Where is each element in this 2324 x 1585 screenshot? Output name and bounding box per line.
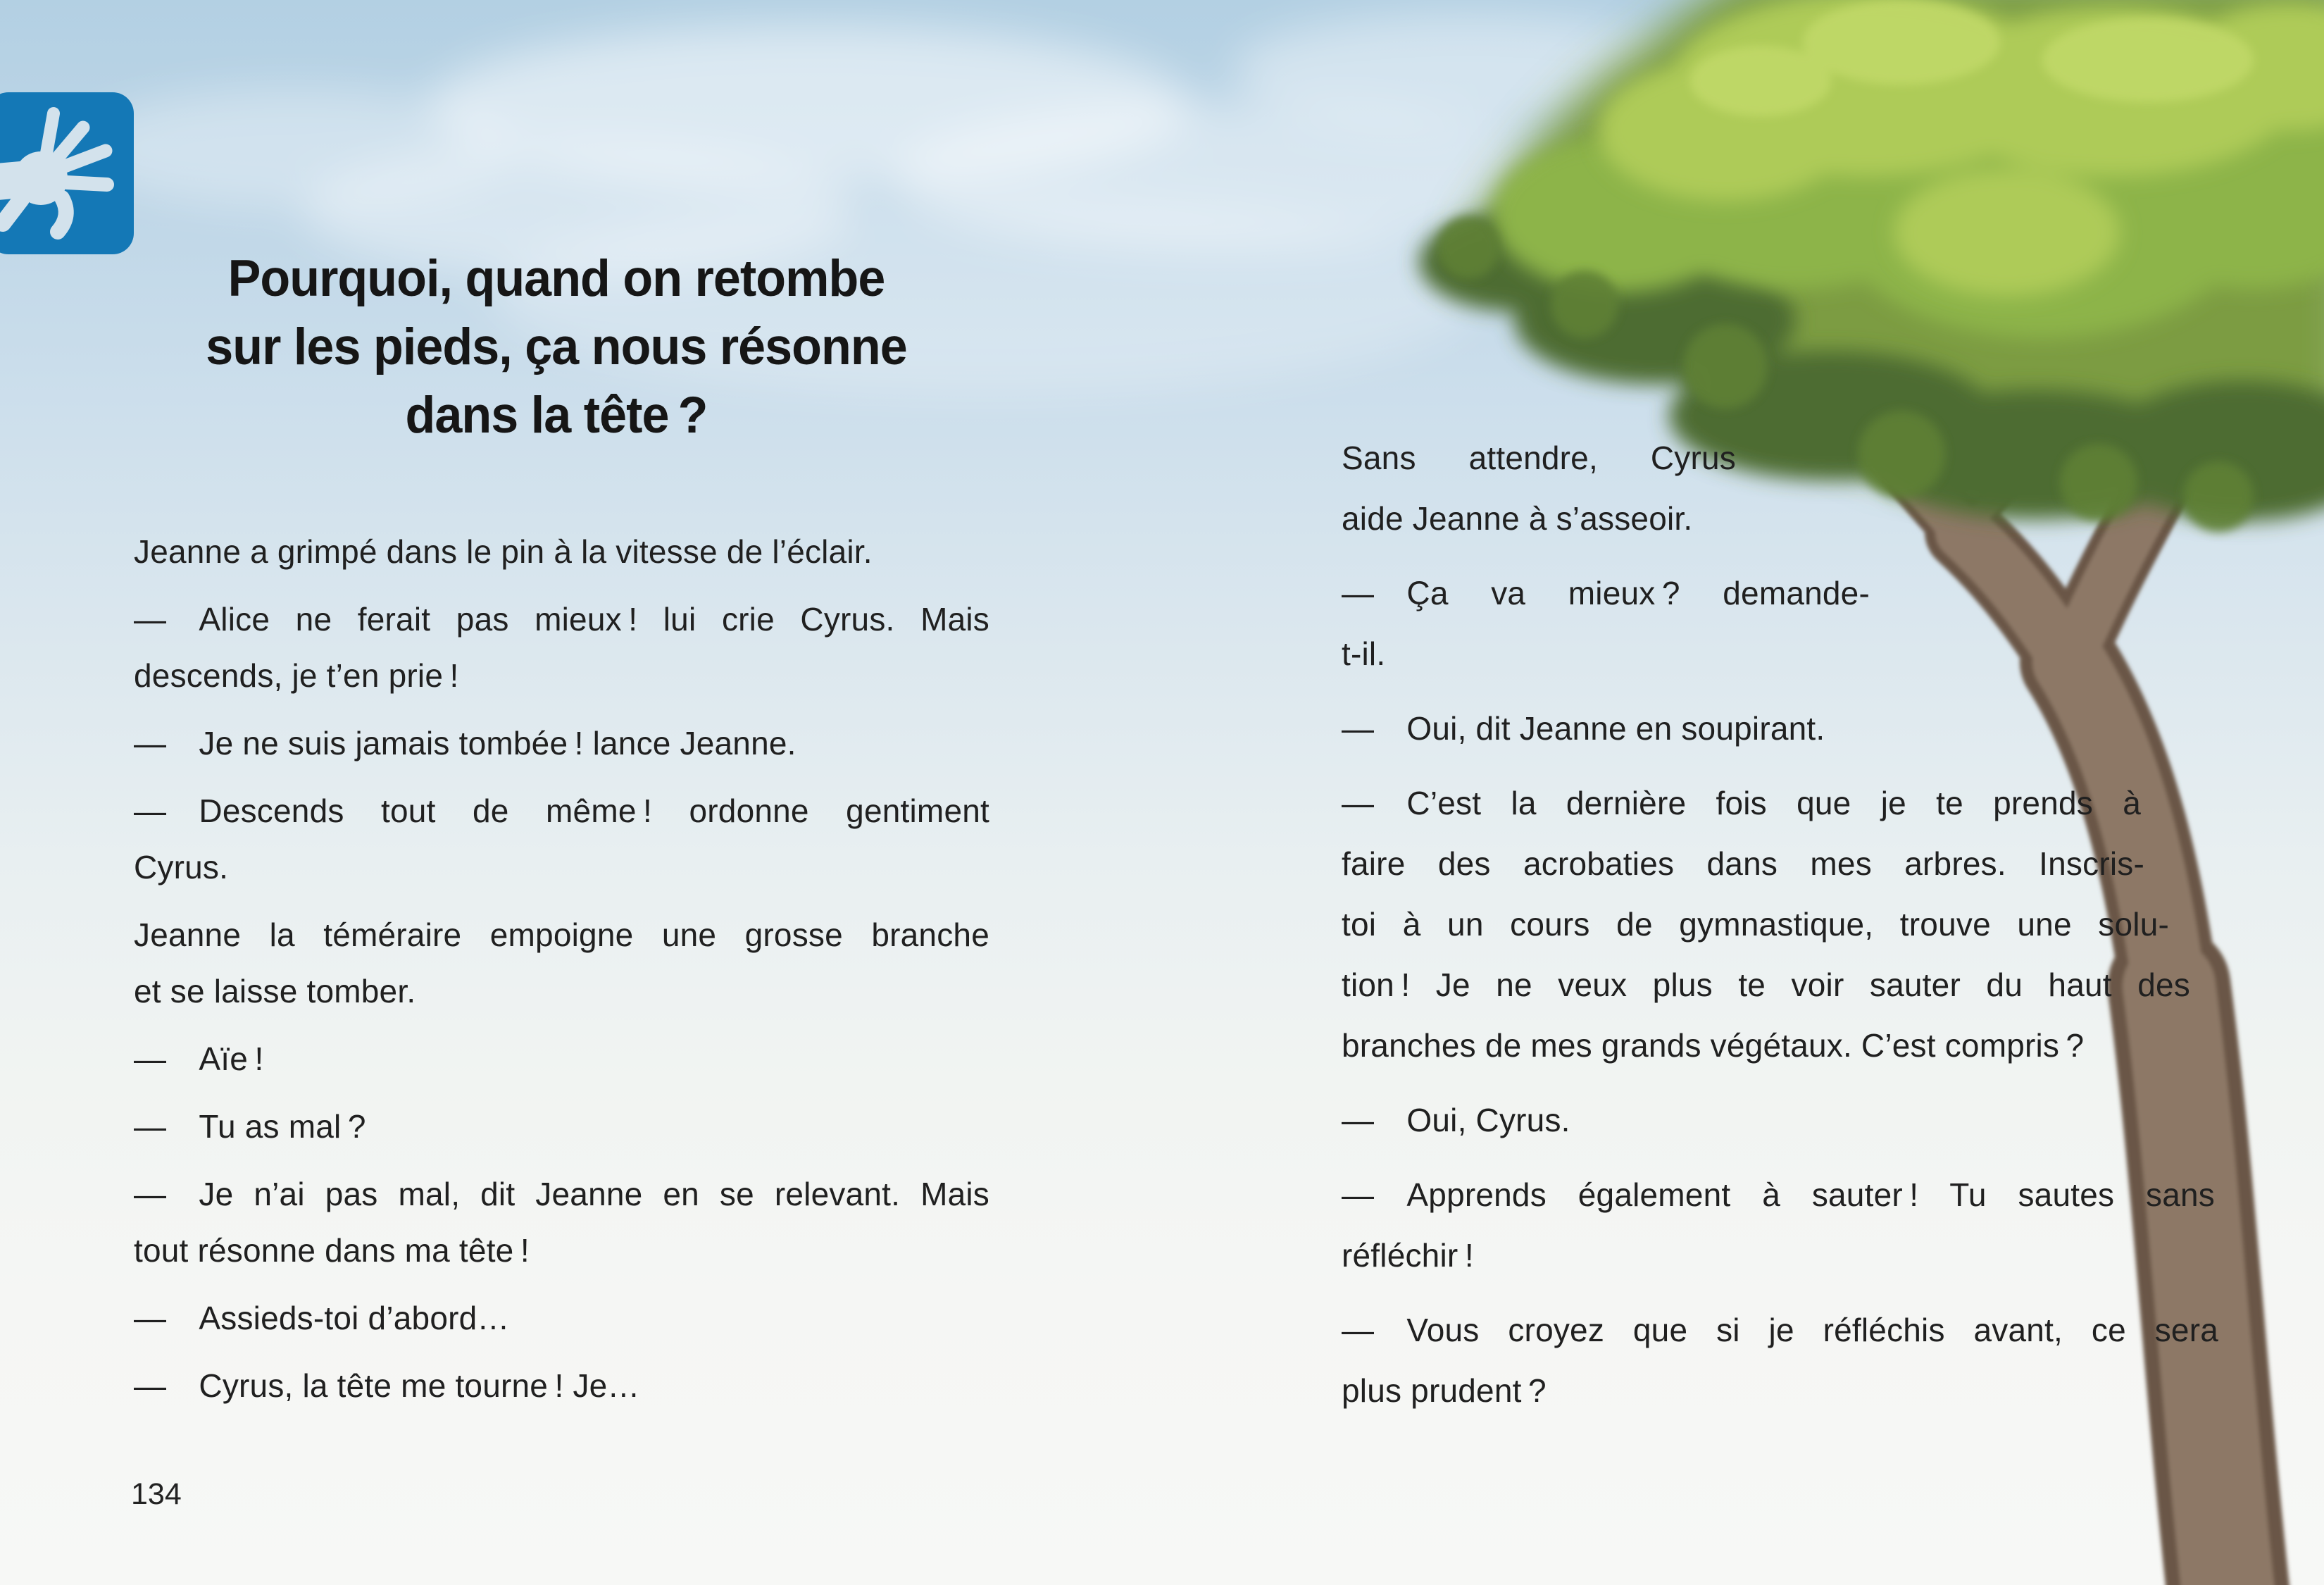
paragraph <box>134 715 1021 771</box>
chapter-title-line: dans la tête ? <box>405 387 708 444</box>
paragraph <box>134 1357 1021 1414</box>
text-line: — Aïe ! <box>134 1040 264 1077</box>
paragraph <box>134 1166 1021 1279</box>
paragraph <box>134 783 1021 895</box>
chapter-title <box>85 244 1028 449</box>
paragraph <box>1342 1090 2236 1150</box>
text-line: branches de mes grands végétaux. C’est compris ? <box>1342 1027 2085 1064</box>
text-line: t-il. <box>1342 635 1386 672</box>
text-line: Jeanne a grimpé dans le pin à la vitesse de l’éclair. <box>134 533 873 570</box>
paragraph <box>1342 698 2236 759</box>
text-line: — Apprends également à sauter ! Tu sautes sans <box>1342 1176 2215 1213</box>
paragraph <box>134 907 1021 1019</box>
chapter-title-line: Pourquoi, quand on retombe <box>227 250 885 307</box>
text-line: — Assieds-toi d’abord… <box>134 1300 510 1336</box>
text-line: — Cyrus, la tête me tourne ! Je… <box>134 1367 640 1404</box>
paragraph <box>1342 773 2236 1076</box>
hand-badge <box>0 92 134 254</box>
text-line: descends, je t’en prie ! <box>134 657 459 694</box>
paragraph <box>1342 1164 2236 1286</box>
text-line: — Alice ne ferait pas mieux ! lui crie Cyrus. Mais <box>134 601 989 638</box>
paragraph <box>134 1290 1021 1346</box>
text-line: tion ! Je ne veux plus te voir sauter du haut des <box>1342 966 2190 1003</box>
paragraph <box>134 1031 1021 1087</box>
text-line: — Je ne suis jamais tombée ! lance Jeanne. <box>134 725 796 762</box>
text-line: toi à un cours de gymnastique, trouve une solu- <box>1342 906 2169 943</box>
right-text-column <box>1342 428 2236 1421</box>
chapter-title-line: sur les pieds, ça nous résonne <box>206 318 907 375</box>
paragraph <box>134 1098 1021 1155</box>
text-line: — Tu as mal ? <box>134 1108 366 1145</box>
paragraph <box>1342 563 2236 684</box>
text-line: Sans attendre, Cyrus <box>1342 440 1736 476</box>
text-line: faire des acrobaties dans mes arbres. Inscris- <box>1342 845 2144 882</box>
paragraph <box>1342 428 2236 549</box>
text-line: tout résonne dans ma tête ! <box>134 1232 530 1269</box>
text-line: réfléchir ! <box>1342 1237 1474 1274</box>
text-line: — Oui, Cyrus. <box>1342 1102 1570 1138</box>
hand-icon <box>0 92 134 254</box>
page-number: 134 <box>131 1477 182 1511</box>
text-line: — Oui, dit Jeanne en soupirant. <box>1342 710 1825 747</box>
paragraph <box>134 523 1021 580</box>
text-line: aide Jeanne à s’asseoir. <box>1342 500 1693 537</box>
paragraph <box>1342 1300 2236 1421</box>
text-line: Jeanne la téméraire empoigne une grosse branche <box>134 916 989 953</box>
text-line: — Vous croyez que si je réfléchis avant, ce sera <box>1342 1312 2218 1348</box>
text-line: et se laisse tomber. <box>134 973 416 1009</box>
text-line: — Je n’ai pas mal, dit Jeanne en se relevant. Mais <box>134 1176 989 1212</box>
left-text-column <box>134 523 1021 1414</box>
text-line: — Ça va mieux ? demande- <box>1342 575 1870 611</box>
text-line: plus prudent ? <box>1342 1372 1547 1409</box>
paragraph <box>134 591 1021 704</box>
text-line: Cyrus. <box>134 849 229 885</box>
text-line: — C’est la dernière fois que je te prends à <box>1342 785 2141 821</box>
text-line: — Descends tout de même ! ordonne gentiment <box>134 792 989 829</box>
